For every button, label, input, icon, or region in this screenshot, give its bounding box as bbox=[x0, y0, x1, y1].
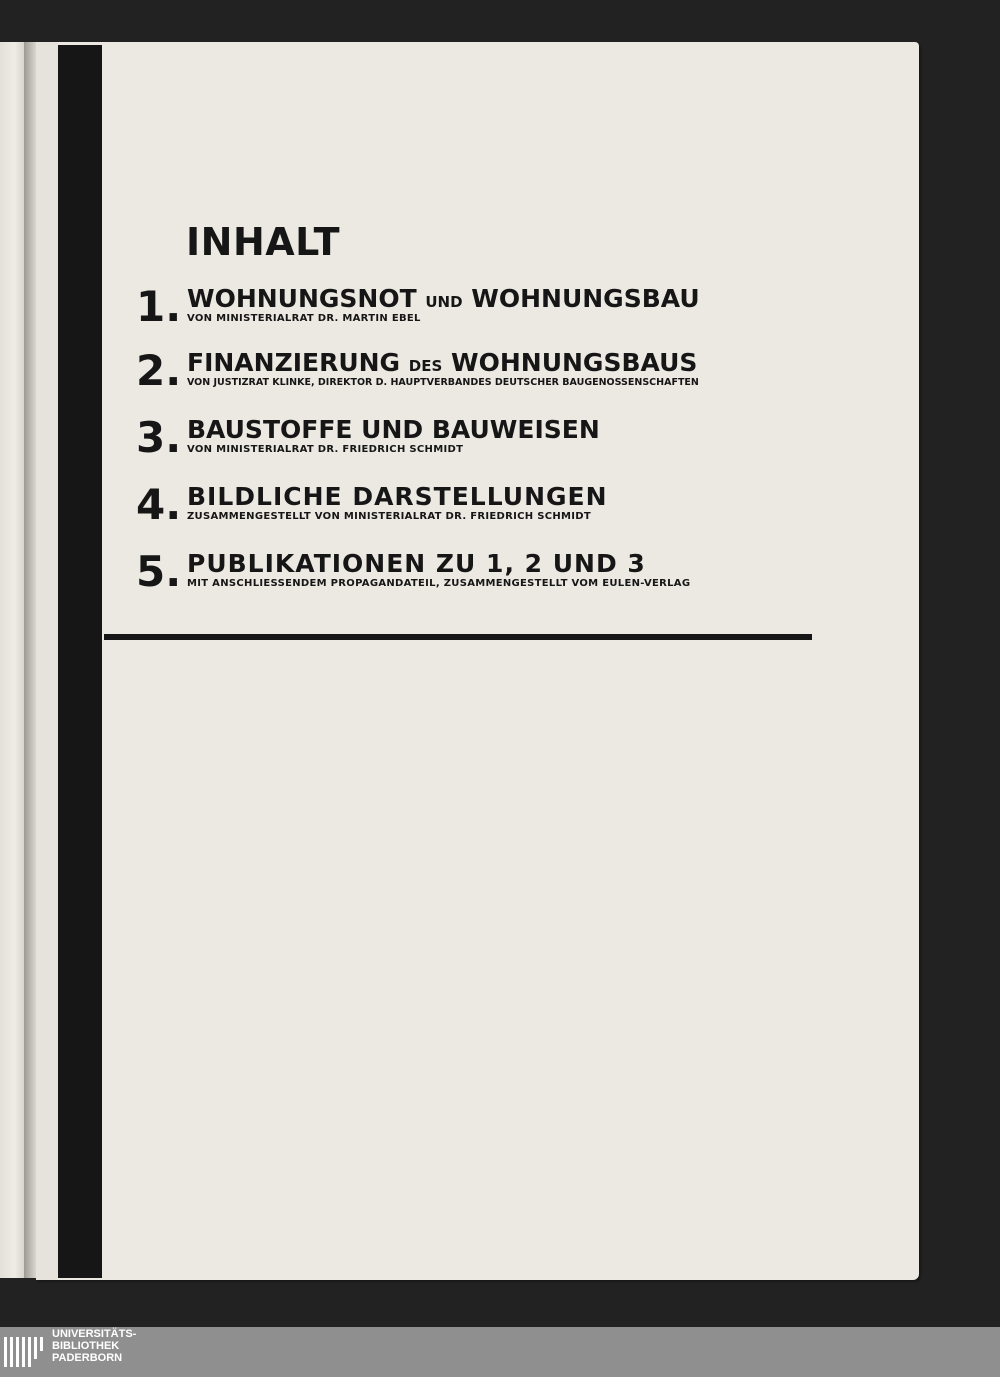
entry-subtitle: VON MINISTERIALRAT DR. MARTIN EBEL bbox=[187, 313, 421, 324]
library-name-line-1: UNIVERSITÄTS- bbox=[52, 1328, 137, 1340]
entry-number: 1. bbox=[136, 282, 182, 331]
document-page bbox=[36, 42, 919, 1280]
entry-heading: BILDLICHE DARSTELLUNGEN bbox=[187, 482, 608, 511]
page-title: INHALT bbox=[186, 220, 340, 264]
entry-heading: PUBLIKATIONEN ZU 1, 2 UND 3 bbox=[187, 549, 646, 578]
entry-heading: FINANZIERUNG DES WOHNUNGSBAUS bbox=[187, 348, 698, 377]
entry-subtitle: VON MINISTERIALRAT DR. FRIEDRICH SCHMIDT bbox=[187, 444, 464, 455]
book-gutter bbox=[24, 42, 36, 1278]
library-name-line-2: BIBLIOTHEK bbox=[52, 1340, 120, 1352]
library-name-line-3: PADERBORN bbox=[52, 1352, 123, 1364]
entry-number: 3. bbox=[136, 413, 182, 462]
university-library-logo-icon bbox=[4, 1333, 44, 1371]
entry-subtitle: ZUSAMMENGESTELLT VON MINISTERIALRAT DR. FRIEDRICH SCHMIDT bbox=[187, 511, 591, 522]
entry-number: 5. bbox=[136, 547, 182, 596]
entry-heading: WOHNUNGSNOT UND WOHNUNGSBAU bbox=[187, 284, 700, 313]
page-margin-strip bbox=[36, 42, 58, 1280]
entry-heading: BAUSTOFFE UND BAUWEISEN bbox=[187, 415, 600, 444]
library-name bbox=[52, 1328, 136, 1364]
entry-number: 4. bbox=[136, 480, 182, 529]
library-footer-bar bbox=[0, 1327, 1000, 1377]
horizontal-rule bbox=[104, 634, 812, 640]
entry-subtitle: VON JUSTIZRAT KLINKE, DIREKTOR D. HAUPTVERBANDES DEUTSCHER BAUGENOSSENSCHAFTEN bbox=[187, 377, 699, 388]
entry-number: 2. bbox=[136, 346, 182, 395]
previous-page-edge bbox=[0, 42, 24, 1278]
vertical-black-bar bbox=[58, 45, 102, 1278]
entry-subtitle: MIT ANSCHLIESSENDEM PROPAGANDATEIL, ZUSAMMENGESTELLT VOM EULEN-VERLAG bbox=[187, 578, 691, 589]
